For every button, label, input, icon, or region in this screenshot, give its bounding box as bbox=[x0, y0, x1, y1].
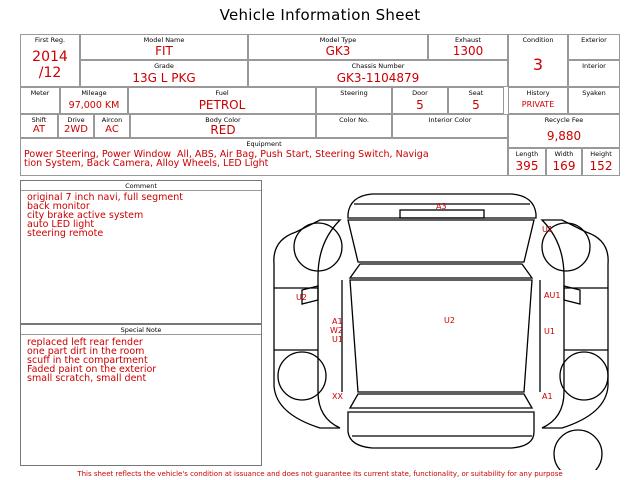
steering-cell bbox=[316, 87, 392, 114]
equipment-cell bbox=[20, 138, 508, 176]
mark-xx: XX bbox=[332, 392, 343, 401]
hood-outline bbox=[348, 220, 534, 262]
comment-line-5: steering remote bbox=[27, 228, 104, 239]
left-side-panel bbox=[274, 220, 340, 428]
mark-a1-bottom: A1 bbox=[542, 392, 553, 401]
aircon-value: AC bbox=[105, 124, 119, 135]
first-reg-label: First Reg. bbox=[34, 36, 66, 44]
syaken-label: Syaken bbox=[582, 89, 606, 97]
exhaust-label: Exhaust bbox=[454, 36, 482, 44]
chassis-cell bbox=[248, 60, 508, 87]
door-label: Door bbox=[412, 89, 428, 97]
history-value: PRIVATE bbox=[521, 100, 555, 109]
condition-label: Condition bbox=[522, 36, 554, 44]
interior-cell bbox=[568, 60, 620, 87]
height-label: Height bbox=[590, 150, 612, 158]
width-cell bbox=[546, 148, 582, 176]
shift-cell bbox=[20, 114, 58, 138]
interior-color-label: Interior Color bbox=[428, 116, 472, 124]
comment-line-3: city brake active system bbox=[27, 210, 144, 221]
height-cell bbox=[582, 148, 620, 176]
special-note-box bbox=[20, 324, 262, 466]
width-label: Width bbox=[554, 150, 574, 158]
grade-value: 13G L PKG bbox=[132, 71, 196, 85]
mark-a1: A1 bbox=[332, 317, 343, 326]
equipment-line-2: tion System, Back Camera, Alloy Wheels, LED Light bbox=[24, 158, 269, 169]
height-value: 152 bbox=[589, 159, 613, 173]
grade-cell bbox=[80, 60, 248, 87]
special-note-line-3: scuff in the compartment bbox=[27, 355, 148, 366]
first-reg-year: 2014 bbox=[32, 49, 68, 65]
aircon-cell bbox=[94, 114, 130, 138]
model-type-cell bbox=[248, 34, 428, 60]
rear-left-wheel bbox=[278, 352, 326, 400]
history-cell bbox=[508, 87, 568, 114]
mark-w2: W2 bbox=[330, 326, 343, 335]
equipment-line-1: Power Steering, Power Window All, ABS, Air Bag, Push Start, Steering Switch, Naviga bbox=[24, 149, 429, 160]
model-type-label: Model Type bbox=[319, 36, 357, 44]
drive-label: Drive bbox=[67, 116, 85, 124]
model-name-label: Model Name bbox=[143, 36, 185, 44]
length-cell bbox=[508, 148, 546, 176]
body-color-cell bbox=[130, 114, 316, 138]
model-name-cell bbox=[80, 34, 248, 60]
chassis-label: Chassis Number bbox=[351, 62, 405, 70]
door-value: 5 bbox=[416, 98, 424, 112]
seat-value: 5 bbox=[472, 98, 480, 112]
mark-u1-right: U1 bbox=[544, 327, 555, 336]
body-color-label: Body Color bbox=[205, 116, 241, 124]
special-note-line-1: replaced left rear fender bbox=[27, 337, 143, 348]
width-value: 169 bbox=[552, 159, 576, 173]
condition-value: 3 bbox=[532, 55, 544, 74]
special-note-line-2: one part dirt in the room bbox=[27, 346, 145, 357]
shift-label: Shift bbox=[31, 116, 47, 124]
mark-u2-center: U2 bbox=[444, 316, 455, 325]
aircon-label: Aircon bbox=[101, 116, 123, 124]
recycle-fee-cell bbox=[508, 114, 620, 148]
body-color-value: RED bbox=[210, 123, 236, 137]
steering-label: Steering bbox=[340, 89, 368, 97]
mark-a3: A3 bbox=[436, 202, 447, 211]
meter-cell bbox=[20, 87, 60, 114]
seat-cell bbox=[448, 87, 504, 114]
color-no-cell bbox=[316, 114, 392, 138]
chassis-value: GK3-1104879 bbox=[336, 71, 420, 85]
drive-value: 2WD bbox=[64, 124, 88, 135]
front-left-wheel bbox=[294, 223, 342, 271]
rear-right-wheel bbox=[560, 352, 608, 400]
special-note-label: Special Note bbox=[21, 326, 261, 335]
shift-value: AT bbox=[32, 124, 46, 135]
fuel-label: Fuel bbox=[215, 89, 229, 97]
roof-outline bbox=[350, 280, 532, 392]
first-reg-cell bbox=[20, 34, 80, 87]
fuel-value: PETROL bbox=[198, 98, 246, 112]
grade-label: Grade bbox=[154, 62, 174, 70]
comment-line-1: original 7 inch navi, full segment bbox=[27, 192, 183, 203]
mark-u1-top: U1 bbox=[542, 225, 553, 234]
mileage-value: 97,000 KM bbox=[68, 100, 120, 111]
sheet-title: Vehicle Information Sheet bbox=[219, 6, 421, 24]
car-damage-diagram bbox=[262, 180, 620, 470]
first-reg-month: /12 bbox=[38, 65, 62, 81]
mileage-cell bbox=[60, 87, 128, 114]
model-name-value: FIT bbox=[155, 44, 173, 58]
exterior-cell bbox=[568, 34, 620, 60]
interior-color-cell bbox=[392, 114, 508, 138]
exhaust-cell bbox=[428, 34, 508, 60]
special-note-line-5: small scratch, small dent bbox=[27, 373, 147, 384]
door-cell bbox=[392, 87, 448, 114]
spare-wheel bbox=[554, 430, 602, 470]
drive-cell bbox=[58, 114, 94, 138]
model-type-value: GK3 bbox=[325, 44, 351, 58]
comment-box bbox=[20, 180, 262, 324]
equipment-label: Equipment bbox=[246, 140, 282, 148]
rear-bumper-outline bbox=[348, 412, 534, 448]
mark-au1: AU1 bbox=[544, 291, 561, 300]
comment-line-4: auto LED light bbox=[27, 219, 95, 230]
history-label: History bbox=[526, 89, 550, 97]
length-value: 395 bbox=[515, 159, 539, 173]
interior-label: Interior bbox=[582, 62, 606, 70]
exterior-label: Exterior bbox=[581, 36, 607, 44]
comment-line-2: back monitor bbox=[27, 201, 90, 212]
mileage-label: Mileage bbox=[81, 89, 107, 97]
mark-u2-left: U2 bbox=[296, 293, 307, 302]
mark-u1-mid: U1 bbox=[332, 335, 343, 344]
recycle-fee-value: 9,880 bbox=[546, 129, 582, 143]
recycle-fee-label: Recycle Fee bbox=[544, 116, 584, 124]
fuel-cell bbox=[128, 87, 316, 114]
special-note-line-4: Faded paint on the exterior bbox=[27, 364, 157, 375]
color-no-label: Color No. bbox=[339, 116, 369, 124]
meter-label: Meter bbox=[30, 89, 50, 97]
seat-label: Seat bbox=[468, 89, 484, 97]
condition-cell bbox=[508, 34, 568, 87]
disclaimer-footer: This sheet reflects the vehicle's condition at issuance and does not guarantee its current state, functionality, or suitability for any purpose bbox=[77, 470, 563, 478]
syaken-cell bbox=[568, 87, 620, 114]
comment-label: Comment bbox=[21, 182, 261, 191]
length-label: Length bbox=[515, 150, 539, 158]
exhaust-value: 1300 bbox=[452, 44, 484, 58]
